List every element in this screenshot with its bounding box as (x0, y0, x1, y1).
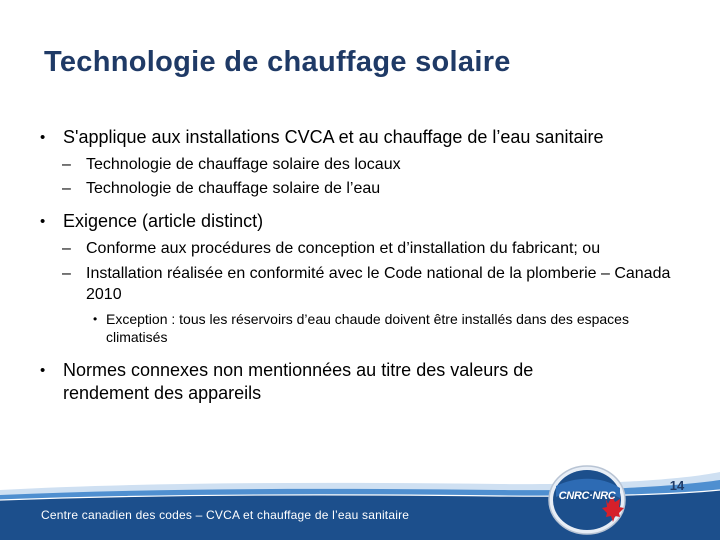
slide-footer (0, 462, 720, 540)
bullet-item (40, 126, 690, 149)
sub-bullet-text: Conforme aux procédures de conception et d’installation du fabricant; ou (86, 240, 601, 257)
cnrc-nrc-logo (546, 464, 628, 540)
sub-sub-bullet-item (40, 310, 666, 346)
bullet-item (40, 359, 623, 405)
sub-bullet-item (40, 263, 676, 305)
slide-title: Technologie de chauffage solaire (44, 46, 511, 78)
dash-icon: – (62, 180, 71, 197)
sub-bullet-text: Installation réalisée en conformité avec le Code national de la plomberie – Canada 2010 (86, 265, 671, 303)
sub-bullet-item (40, 178, 690, 199)
sub-bullet-item (40, 154, 690, 175)
bullet-dot-icon: • (40, 362, 46, 379)
sub-bullet-text: Technologie de chauffage solaire des locaux (86, 156, 401, 173)
bullet-text: Exigence (article distinct) (63, 211, 264, 231)
bullet-item (40, 210, 690, 233)
dash-icon: – (62, 240, 71, 257)
bullet-text: S'applique aux installations CVCA et au chauffage de l’eau sanitaire (63, 127, 604, 147)
logo-text: CNRC·NRC (558, 490, 616, 502)
page-number: 14 (669, 478, 685, 493)
dash-icon: – (62, 156, 71, 173)
footer-text: Centre canadien des codes – CVCA et chauffage de l’eau sanitaire (41, 508, 410, 522)
sub-bullet-item (40, 238, 690, 259)
bullet-text: Normes connexes non mentionnées au titre des valeurs de rendement des appareils (63, 360, 534, 403)
sub-sub-bullet-text: Exception : tous les réservoirs d’eau chaude doivent être installés dans des espaces climatisés (106, 311, 629, 345)
bullet-dot-icon: • (40, 213, 46, 230)
bullet-dot-icon: • (40, 129, 46, 146)
sub-bullet-text: Technologie de chauffage solaire de l’eau (86, 180, 381, 197)
bullet-dot-icon: • (93, 312, 98, 326)
slide-content (40, 126, 690, 405)
dash-icon: – (62, 265, 71, 282)
